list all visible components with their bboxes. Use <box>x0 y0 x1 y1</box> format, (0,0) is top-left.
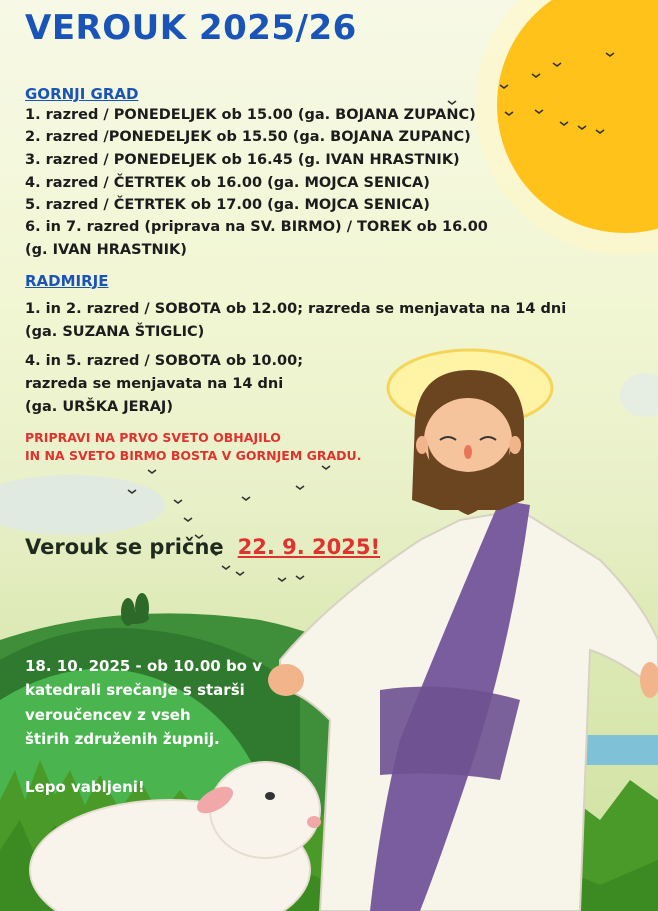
schedule-line: (g. IVAN HRASTNIK) <box>25 242 187 258</box>
meeting-line: veroučencev z vseh <box>25 706 191 724</box>
schedule-line: (ga. SUZANA ŠTIGLIC) <box>25 324 205 340</box>
start-announcement <box>25 535 380 559</box>
schedule-line: 4. in 5. razred / SOBOTA ob 10.00; <box>25 353 303 369</box>
start-date: 22. 9. 2025! <box>237 535 381 559</box>
schedule-line: (ga. URŠKA JERAJ) <box>25 399 173 415</box>
closing-text: Lepo vabljeni! <box>25 778 145 796</box>
meeting-line: katedrali srečanje s starši <box>25 681 245 699</box>
schedule-line: 3. razred / PONEDELJEK ob 16.45 (g. IVAN HRASTNIK) <box>25 152 460 168</box>
meeting-line: štirih združenih župnij. <box>25 730 220 748</box>
start-text: Verouk se prične <box>25 535 224 559</box>
schedule-line: 6. in 7. razred (priprava na SV. BIRMO) / TOREK ob 16.00 <box>25 219 488 235</box>
section-heading-gornji-grad: GORNJI GRAD <box>25 85 139 103</box>
bush <box>121 593 149 626</box>
birds-flock-middle <box>128 466 330 581</box>
section-heading-radmirje: RADMIRJE <box>25 272 109 290</box>
page-title: VEROUK 2025/26 <box>25 8 357 48</box>
note-line: PRIPRAVI NA PRVO SVETO OBHAJILO <box>25 430 281 445</box>
schedule-line: 4. razred / ČETRTEK ob 16.00 (ga. MOJCA SENICA) <box>25 175 430 191</box>
schedule-line: 1. in 2. razred / SOBOTA ob 12.00; razreda se menjavata na 14 dni <box>25 301 567 317</box>
schedule-line: razreda se menjavata na 14 dni <box>25 376 284 392</box>
schedule-line: 2. razred /PONEDELJEK ob 15.50 (ga. BOJANA ZUPANC) <box>25 129 471 145</box>
schedule-line: 5. razred / ČETRTEK ob 17.00 (ga. MOJCA SENICA) <box>25 197 430 213</box>
meeting-line: 18. 10. 2025 - ob 10.00 bo v <box>25 657 262 675</box>
schedule-line: 1. razred / PONEDELJEK ob 15.00 (ga. BOJANA ZUPANC) <box>25 107 476 123</box>
note-line: IN NA SVETO BIRMO BOSTA V GORNJEM GRADU. <box>25 448 362 463</box>
